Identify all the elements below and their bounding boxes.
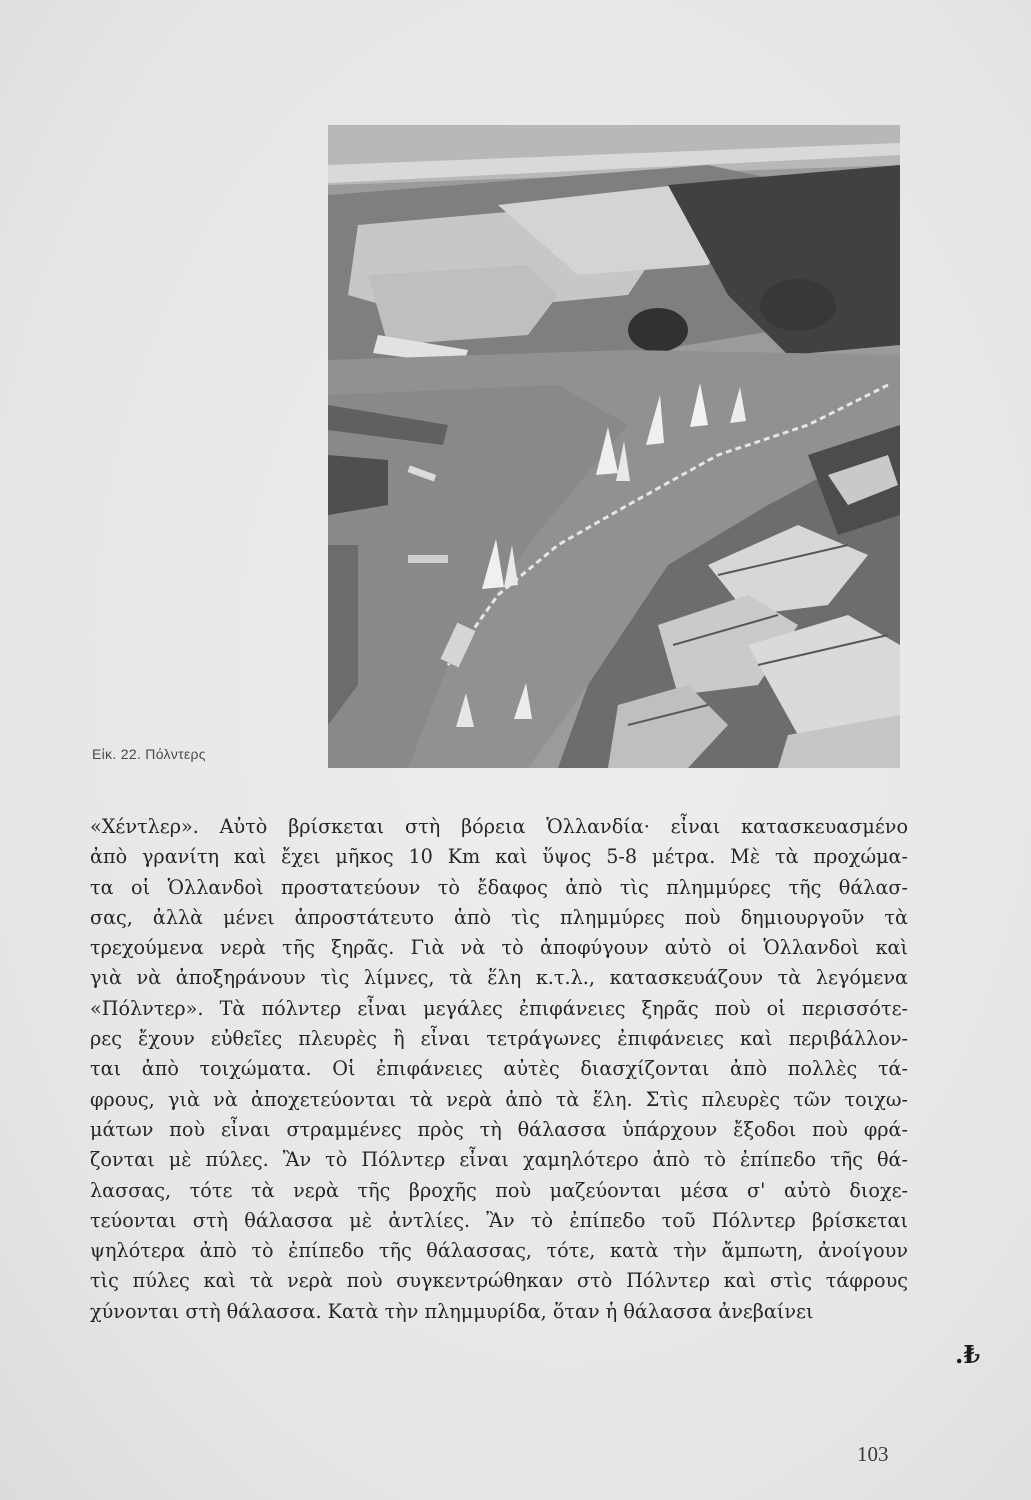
text-line: σας, ἀλλὰ μένει ἀπροστάτευτο ἀπὸ τὶς πλημμύρες ποὺ δημιουργοῦν τὰ — [90, 905, 908, 929]
text-line: τὶς πύλες καὶ τὰ νερὰ ποὺ συγκεντρώθηκαν στὸ Πόλντερ καὶ στὶς τάφρους — [90, 1269, 908, 1293]
text-line: ται ἀπὸ τοιχώματα. Οἱ ἐπιφάνειες αὐτὲς διασχίζονται ἀπὸ πολλὲς τά- — [90, 1057, 908, 1081]
text-line: «Χέντλερ». Αὐτὸ βρίσκεται στὴ βόρεια Ὁλλανδία· εἶναι κατασκευασμένο — [90, 815, 908, 838]
text-line: τα οἱ Ὁλλανδοὶ προστατεύουν τὸ ἔδαφος ἀπὸ τὶς πλημμύρες τῆς θάλασ- — [90, 875, 908, 899]
figure-caption: Εἰκ. 22. Πόλντερς — [92, 746, 206, 762]
margin-annotation: .₺ — [955, 1340, 981, 1369]
page-number: 103 — [857, 1442, 889, 1466]
text-line: τρεχούμενα νερὰ τῆς ξηρᾶς. Γιὰ νὰ τὸ ἀποφύγουν αὐτὸ οἱ Ὁλλανδοὶ καὶ — [90, 936, 908, 960]
text-line: ἀπὸ γρανίτη καὶ ἔχει μῆκος 10 Km καὶ ὕψος 5-8 μέτρα. Μὲ τὰ προχώμα- — [90, 845, 908, 869]
text-line: φρους, γιὰ νὰ ἀποχετεύονται τὰ νερὰ ἀπὸ τὰ ἕλη. Στὶς πλευρὲς τῶν τοιχω- — [90, 1087, 908, 1111]
text-line: ψηλότερα ἀπὸ τὸ ἐπίπεδο τῆς θάλασσας, τότε, κατὰ τὴν ἄμπωτη, ἀνοίγουν — [90, 1239, 908, 1263]
text-line: λασσας, τότε τὰ νερὰ τῆς βροχῆς ποὺ μαζεύονται μέσα σ' αὐτὸ διοχε- — [90, 1178, 908, 1202]
text-line: τεύονται στὴ θάλασσα μὲ ἀντλίες. Ἂν τὸ ἐπίπεδο τοῦ Πόλντερ βρίσκεται — [90, 1208, 908, 1232]
text-line: χύνονται στὴ θάλασσα. Κατὰ τὴν πλημμυρίδα, ὅταν ἡ θάλασσα ἀνεβαίνει — [90, 1299, 814, 1323]
aerial-photo-harbor — [328, 125, 900, 768]
photo-drawing — [328, 125, 900, 768]
text-line: γιὰ νὰ ἀποξηράνουν τὶς λίμνες, τὰ ἕλη κ.τ.λ., κατασκευάζουν τὰ λεγόμενα — [90, 966, 908, 990]
text-line: ρες ἔχουν εὐθεῖες πλευρὲς ἢ εἶναι τετράγωνες ἐπιφάνειες καὶ περιβάλλον- — [90, 1027, 908, 1051]
text-line: μάτων ποὺ εἶναι στραμμένες πρὸς τὴ θάλασσα ὑπάρχουν ἔξοδοι ποὺ φρά- — [90, 1117, 908, 1141]
text-line: «Πόλντερ». Τὰ πόλντερ εἶναι μεγάλες ἐπιφάνειες ξηρᾶς ποὺ οἱ περισσότε- — [90, 996, 908, 1020]
body-paragraph — [90, 812, 908, 1327]
text-line: ζονται μὲ πύλες. Ἂν τὸ Πόλντερ εἶναι χαμηλότερο ἀπὸ τὸ ἐπίπεδο τῆς θά- — [90, 1148, 908, 1172]
